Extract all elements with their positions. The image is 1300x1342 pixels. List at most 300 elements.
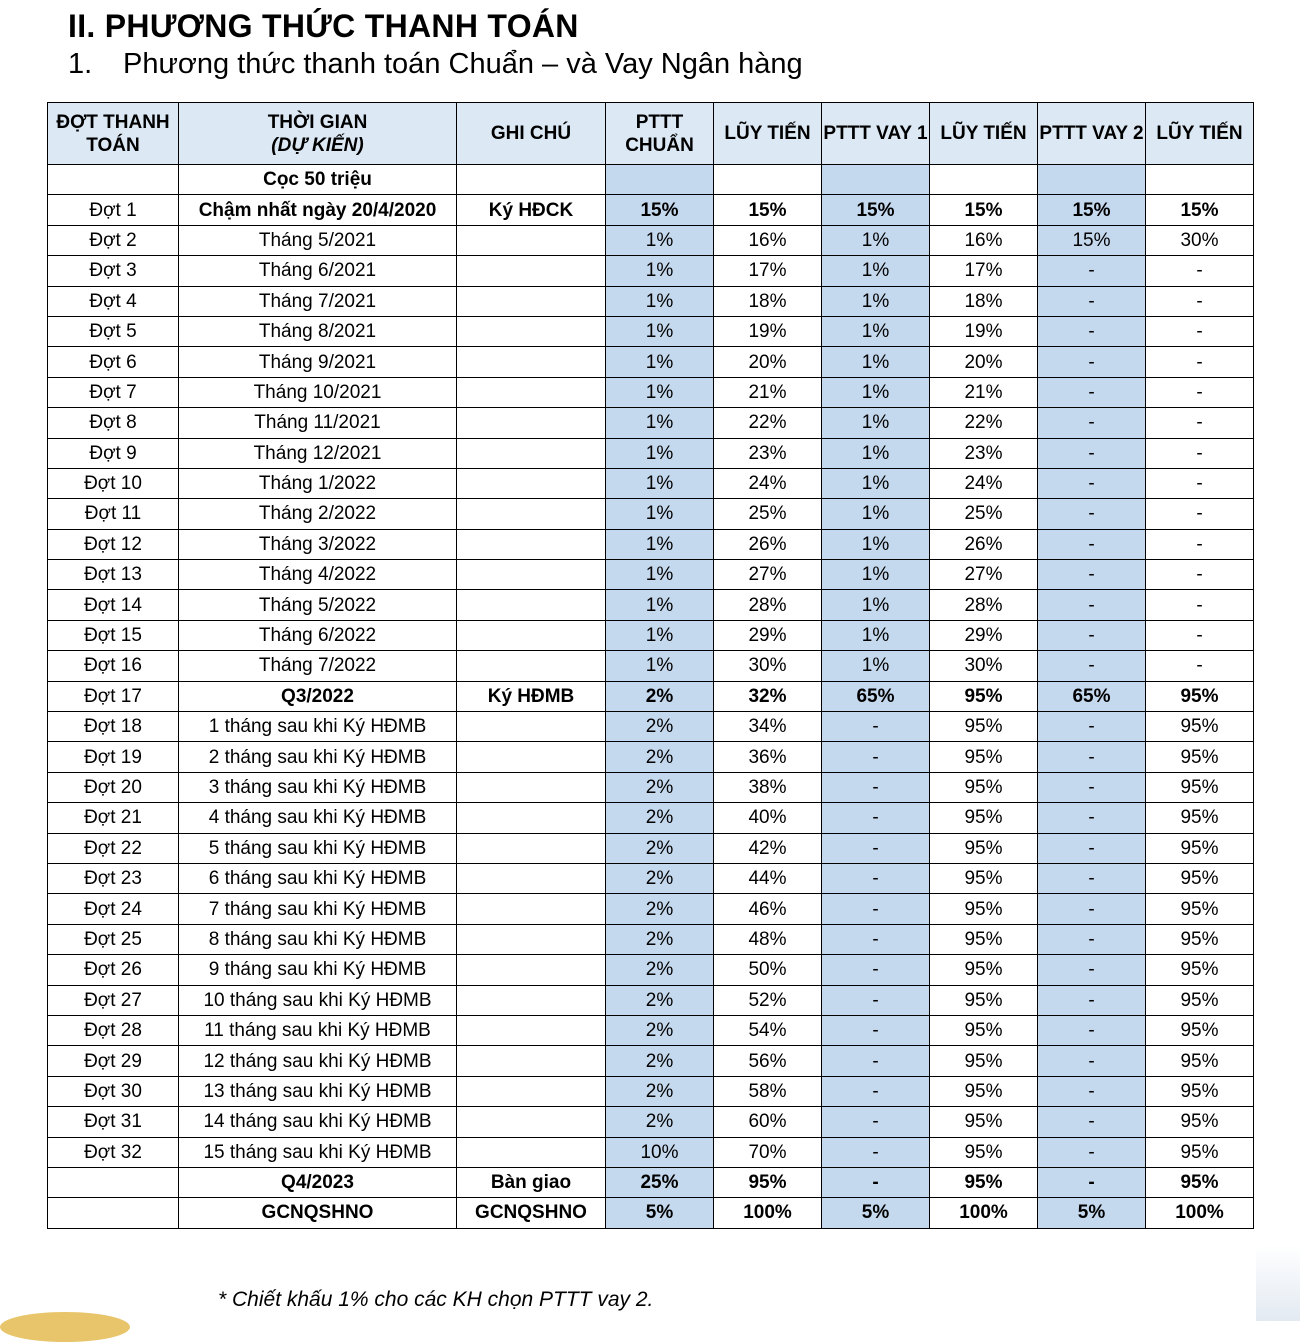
cell-dot: Đợt 7	[48, 377, 179, 407]
cell-luy-tien-1: 29%	[714, 620, 822, 650]
cell-note	[457, 347, 606, 377]
header-thoi-gian	[179, 103, 457, 165]
cell-note	[457, 924, 606, 954]
cell-pttt-chuan: 15%	[606, 195, 714, 225]
cell-pttt-chuan: 10%	[606, 1137, 714, 1167]
cell-pttt-vay1: -	[822, 1137, 930, 1167]
cell-dot: Đợt 25	[48, 924, 179, 954]
cell-note	[457, 377, 606, 407]
cell-pttt-vay2: -	[1038, 955, 1146, 985]
cell-luy-tien-1: 23%	[714, 438, 822, 468]
cell-note	[457, 772, 606, 802]
table-row	[48, 1167, 1254, 1197]
cell-dot: Đợt 24	[48, 894, 179, 924]
cell-pttt-vay2: 65%	[1038, 681, 1146, 711]
cell-luy-tien-2: 95%	[930, 863, 1038, 893]
cell-luy-tien-2: 95%	[930, 833, 1038, 863]
cell-luy-tien-1: 28%	[714, 590, 822, 620]
cell-luy-tien-3: -	[1146, 256, 1254, 286]
cell-time: 2 tháng sau khi Ký HĐMB	[179, 742, 457, 772]
cell-luy-tien-3: -	[1146, 438, 1254, 468]
cell-luy-tien-1: 40%	[714, 803, 822, 833]
cell-luy-tien-2: 22%	[930, 408, 1038, 438]
cell-time: 4 tháng sau khi Ký HĐMB	[179, 803, 457, 833]
cell-luy-tien-1: 24%	[714, 468, 822, 498]
cell-luy-tien-3: 95%	[1146, 833, 1254, 863]
cell-pttt-vay2: -	[1038, 286, 1146, 316]
cell-pttt-vay2: 15%	[1038, 195, 1146, 225]
cell-dot: Đợt 16	[48, 651, 179, 681]
cell-pttt-chuan: 2%	[606, 985, 714, 1015]
cell-dot: Đợt 22	[48, 833, 179, 863]
cell-time: Q4/2023	[179, 1167, 457, 1197]
table-row	[48, 408, 1254, 438]
cell-pttt-vay1: -	[822, 894, 930, 924]
cell-dot: Đợt 28	[48, 1015, 179, 1045]
cell-luy-tien-1: 52%	[714, 985, 822, 1015]
cell-pttt-vay2: -	[1038, 985, 1146, 1015]
cell-luy-tien-1: 30%	[714, 651, 822, 681]
cell-pttt-chuan: 25%	[606, 1167, 714, 1197]
cell-luy-tien-3: -	[1146, 347, 1254, 377]
cell-luy-tien-1: 50%	[714, 955, 822, 985]
cell-luy-tien-2: 20%	[930, 347, 1038, 377]
cell-pttt-vay1: 15%	[822, 195, 930, 225]
cell-luy-tien-2: 29%	[930, 620, 1038, 650]
table-row	[48, 1137, 1254, 1167]
table-row	[48, 651, 1254, 681]
cell-time: Tháng 12/2021	[179, 438, 457, 468]
cell-pttt-chuan: 1%	[606, 620, 714, 650]
cell-pttt-vay1: -	[822, 1076, 930, 1106]
cell-dot: Đợt 18	[48, 712, 179, 742]
cell-luy-tien-2: 95%	[930, 894, 1038, 924]
cell-dot: Đợt 19	[48, 742, 179, 772]
cell-time: Q3/2022	[179, 681, 457, 711]
table-row	[48, 1046, 1254, 1076]
payment-schedule-table	[47, 102, 1254, 1229]
footnote-discount: * Chiết khấu 1% cho các KH chọn PTTT vay 2.	[218, 1288, 654, 1311]
cell-note	[457, 712, 606, 742]
cell-luy-tien-3: 95%	[1146, 955, 1254, 985]
cell-luy-tien-3: -	[1146, 651, 1254, 681]
header-luy-tien-2: LŨY TIẾN	[930, 103, 1038, 165]
cell-luy-tien-2: 95%	[930, 772, 1038, 802]
cell-luy-tien-3: 95%	[1146, 742, 1254, 772]
table-row	[48, 1107, 1254, 1137]
cell-luy-tien-2: 95%	[930, 1015, 1038, 1045]
table-row	[48, 1198, 1254, 1228]
cell-time: Tháng 1/2022	[179, 468, 457, 498]
cell-dot: Đợt 15	[48, 620, 179, 650]
table-header-row	[48, 103, 1254, 165]
cell-luy-tien-2: 95%	[930, 1107, 1038, 1137]
cell-luy-tien-2: 27%	[930, 560, 1038, 590]
cell-luy-tien-3: -	[1146, 468, 1254, 498]
cell-pttt-vay1: -	[822, 1046, 930, 1076]
cell-pttt-vay2: -	[1038, 833, 1146, 863]
cell-time: 8 tháng sau khi Ký HĐMB	[179, 924, 457, 954]
table-row	[48, 438, 1254, 468]
header-dot: ĐỢT THANH TOÁN	[48, 103, 179, 165]
cell-pttt-chuan: 5%	[606, 1198, 714, 1228]
cell-pttt-vay1: -	[822, 742, 930, 772]
subheading-text: Phương thức thanh toán Chuẩn – và Vay Ngân hàng	[123, 48, 803, 80]
cell-luy-tien-3: -	[1146, 286, 1254, 316]
cell-pttt-vay1: -	[822, 712, 930, 742]
decorative-shape-left	[0, 1312, 130, 1342]
cell-luy-tien-1: 44%	[714, 863, 822, 893]
cell-dot: Đợt 11	[48, 499, 179, 529]
table-row	[48, 286, 1254, 316]
cell-pttt-vay2: -	[1038, 1015, 1146, 1045]
cell-luy-tien-1: 60%	[714, 1107, 822, 1137]
table-row	[48, 529, 1254, 559]
cell-luy-tien-3: -	[1146, 529, 1254, 559]
cell-dot-empty	[48, 165, 179, 195]
cell-luy-tien-2: 95%	[930, 712, 1038, 742]
cell-time: 6 tháng sau khi Ký HĐMB	[179, 863, 457, 893]
cell-dot: Đợt 30	[48, 1076, 179, 1106]
cell-time: Tháng 11/2021	[179, 408, 457, 438]
cell-empty-blue	[822, 165, 930, 195]
cell-pttt-vay1: 1%	[822, 590, 930, 620]
cell-time: Tháng 6/2021	[179, 256, 457, 286]
cell-time: 10 tháng sau khi Ký HĐMB	[179, 985, 457, 1015]
cell-pttt-chuan: 1%	[606, 468, 714, 498]
cell-pttt-chuan: 2%	[606, 712, 714, 742]
cell-pttt-vay2: -	[1038, 347, 1146, 377]
cell-luy-tien-2: 95%	[930, 955, 1038, 985]
cell-time: 14 tháng sau khi Ký HĐMB	[179, 1107, 457, 1137]
cell-pttt-chuan: 1%	[606, 560, 714, 590]
header-luy-tien-1: LŨY TIẾN	[714, 103, 822, 165]
cell-pttt-vay1: 65%	[822, 681, 930, 711]
table-row	[48, 256, 1254, 286]
cell-luy-tien-2: 25%	[930, 499, 1038, 529]
cell-time: Tháng 7/2021	[179, 286, 457, 316]
cell-pttt-vay1: -	[822, 833, 930, 863]
cell-note	[457, 1076, 606, 1106]
cell-pttt-vay2: -	[1038, 803, 1146, 833]
cell-pttt-vay1: 1%	[822, 499, 930, 529]
cell-note	[457, 499, 606, 529]
cell-dot: Đợt 10	[48, 468, 179, 498]
cell-note	[457, 620, 606, 650]
cell-pttt-vay1: -	[822, 955, 930, 985]
cell-pttt-vay1: 1%	[822, 560, 930, 590]
cell-luy-tien-1: 32%	[714, 681, 822, 711]
cell-time: 7 tháng sau khi Ký HĐMB	[179, 894, 457, 924]
cell-pttt-chuan: 2%	[606, 894, 714, 924]
cell-pttt-vay1: -	[822, 924, 930, 954]
cell-luy-tien-2: 95%	[930, 924, 1038, 954]
cell-luy-tien-2: 30%	[930, 651, 1038, 681]
cell-pttt-vay2: -	[1038, 742, 1146, 772]
table-row-dot-1	[48, 195, 1254, 225]
cell-time: 9 tháng sau khi Ký HĐMB	[179, 955, 457, 985]
cell-luy-tien-3: 95%	[1146, 1107, 1254, 1137]
cell-dot: Đợt 13	[48, 560, 179, 590]
cell-dot: Đợt 31	[48, 1107, 179, 1137]
cell-dot: Đợt 32	[48, 1137, 179, 1167]
cell-luy-tien-1: 70%	[714, 1137, 822, 1167]
cell-pttt-vay1: 1%	[822, 529, 930, 559]
cell-pttt-chuan: 1%	[606, 651, 714, 681]
header-thoi-gian-label: THỜI GIAN	[267, 111, 368, 133]
cell-luy-tien-2: 95%	[930, 681, 1038, 711]
cell-note-empty	[457, 165, 606, 195]
cell-luy-tien-1: 95%	[714, 1167, 822, 1197]
cell-note	[457, 590, 606, 620]
cell-dot: Đợt 12	[48, 529, 179, 559]
cell-dot: Đợt 20	[48, 772, 179, 802]
table-row	[48, 1076, 1254, 1106]
cell-pttt-chuan: 1%	[606, 377, 714, 407]
cell-pttt-vay1: -	[822, 772, 930, 802]
cell-luy-tien-1: 48%	[714, 924, 822, 954]
cell-pttt-vay1: 1%	[822, 347, 930, 377]
cell-pttt-vay2: -	[1038, 529, 1146, 559]
cell-dot	[48, 1198, 179, 1228]
header-pttt-vay2: PTTT VAY 2	[1038, 103, 1146, 165]
cell-luy-tien-1: 27%	[714, 560, 822, 590]
table-row	[48, 894, 1254, 924]
cell-pttt-vay1: -	[822, 1015, 930, 1045]
cell-time-deposit: Cọc 50 triệu	[179, 165, 457, 195]
cell-note	[457, 833, 606, 863]
table-row	[48, 712, 1254, 742]
cell-pttt-chuan: 2%	[606, 955, 714, 985]
cell-pttt-chuan: 2%	[606, 1076, 714, 1106]
table-row	[48, 590, 1254, 620]
table-row	[48, 681, 1254, 711]
cell-note	[457, 1137, 606, 1167]
cell-pttt-vay2: -	[1038, 316, 1146, 346]
cell-luy-tien-3: 95%	[1146, 1015, 1254, 1045]
cell-luy-tien-1: 46%	[714, 894, 822, 924]
cell-luy-tien-1: 18%	[714, 286, 822, 316]
cell-pttt-chuan: 1%	[606, 408, 714, 438]
cell-note	[457, 1107, 606, 1137]
cell-pttt-chuan: 2%	[606, 803, 714, 833]
cell-dot: Đợt 26	[48, 955, 179, 985]
cell-luy-tien-3: -	[1146, 620, 1254, 650]
cell-luy-tien-1: 56%	[714, 1046, 822, 1076]
cell-time: Tháng 5/2022	[179, 590, 457, 620]
table-row	[48, 924, 1254, 954]
cell-pttt-vay1: 5%	[822, 1198, 930, 1228]
cell-dot: Đợt 27	[48, 985, 179, 1015]
cell-luy-tien-2: 19%	[930, 316, 1038, 346]
cell-pttt-vay2: -	[1038, 408, 1146, 438]
decorative-logo-right	[1256, 1245, 1300, 1321]
cell-note	[457, 742, 606, 772]
cell-luy-tien-1: 15%	[714, 195, 822, 225]
cell-luy-tien-2: 15%	[930, 195, 1038, 225]
cell-luy-tien-3: 15%	[1146, 195, 1254, 225]
cell-luy-tien-1: 42%	[714, 833, 822, 863]
cell-luy-tien-1: 16%	[714, 225, 822, 255]
cell-luy-tien-1: 22%	[714, 408, 822, 438]
cell-pttt-chuan: 2%	[606, 1015, 714, 1045]
cell-luy-tien-2: 95%	[930, 742, 1038, 772]
cell-luy-tien-3: -	[1146, 377, 1254, 407]
cell-note	[457, 560, 606, 590]
cell-pttt-vay2: -	[1038, 377, 1146, 407]
table-row	[48, 468, 1254, 498]
cell-pttt-vay2: -	[1038, 1076, 1146, 1106]
cell-note	[457, 529, 606, 559]
cell-time: Tháng 7/2022	[179, 651, 457, 681]
table-row	[48, 499, 1254, 529]
cell-luy-tien-3: -	[1146, 316, 1254, 346]
cell-luy-tien-2: 95%	[930, 1167, 1038, 1197]
cell-pttt-vay2: -	[1038, 1137, 1146, 1167]
cell-pttt-vay1: 1%	[822, 256, 930, 286]
cell-luy-tien-1: 25%	[714, 499, 822, 529]
cell-luy-tien-2: 16%	[930, 225, 1038, 255]
cell-luy-tien-2: 18%	[930, 286, 1038, 316]
cell-pttt-vay2: -	[1038, 1107, 1146, 1137]
cell-luy-tien-3: 95%	[1146, 1137, 1254, 1167]
cell-luy-tien-3: 95%	[1146, 803, 1254, 833]
cell-pttt-vay1: 1%	[822, 468, 930, 498]
cell-luy-tien-3: 95%	[1146, 863, 1254, 893]
cell-pttt-vay1: -	[822, 985, 930, 1015]
cell-pttt-chuan: 2%	[606, 863, 714, 893]
cell-empty-blue	[606, 165, 714, 195]
table-row	[48, 985, 1254, 1015]
cell-time: Tháng 6/2022	[179, 620, 457, 650]
table-row-dot-1-top	[48, 165, 1254, 195]
table-row	[48, 1015, 1254, 1045]
cell-dot: Đợt 23	[48, 863, 179, 893]
cell-luy-tien-2: 23%	[930, 438, 1038, 468]
cell-note: Bàn giao	[457, 1167, 606, 1197]
cell-dot: Đợt 17	[48, 681, 179, 711]
cell-note: Ký HĐCK	[457, 195, 606, 225]
cell-luy-tien-2: 28%	[930, 590, 1038, 620]
cell-note	[457, 256, 606, 286]
cell-time: 5 tháng sau khi Ký HĐMB	[179, 833, 457, 863]
cell-time: Tháng 2/2022	[179, 499, 457, 529]
cell-note	[457, 438, 606, 468]
cell-time: 15 tháng sau khi Ký HĐMB	[179, 1137, 457, 1167]
cell-dot: Đợt 2	[48, 225, 179, 255]
cell-note	[457, 985, 606, 1015]
cell-luy-tien-3: 95%	[1146, 712, 1254, 742]
cell-pttt-vay2: -	[1038, 772, 1146, 802]
cell-luy-tien-2: 95%	[930, 985, 1038, 1015]
cell-dot: Đợt 4	[48, 286, 179, 316]
cell-note: GCNQSHNO	[457, 1198, 606, 1228]
cell-luy-tien-1: 54%	[714, 1015, 822, 1045]
cell-empty	[930, 165, 1038, 195]
cell-pttt-chuan: 2%	[606, 833, 714, 863]
cell-note	[457, 316, 606, 346]
cell-pttt-vay2: -	[1038, 256, 1146, 286]
cell-pttt-vay1: -	[822, 863, 930, 893]
table-row	[48, 347, 1254, 377]
cell-note	[457, 894, 606, 924]
cell-note	[457, 651, 606, 681]
cell-pttt-chuan: 1%	[606, 347, 714, 377]
cell-pttt-chuan: 1%	[606, 286, 714, 316]
cell-pttt-chuan: 1%	[606, 225, 714, 255]
cell-luy-tien-3: -	[1146, 560, 1254, 590]
cell-dot: Đợt 21	[48, 803, 179, 833]
subheading-number: 1.	[68, 48, 93, 80]
cell-pttt-chuan: 1%	[606, 316, 714, 346]
table-row	[48, 225, 1254, 255]
cell-pttt-chuan: 1%	[606, 499, 714, 529]
table-row	[48, 772, 1254, 802]
cell-dot: Đợt 6	[48, 347, 179, 377]
cell-time: Tháng 9/2021	[179, 347, 457, 377]
cell-note	[457, 225, 606, 255]
cell-time: 12 tháng sau khi Ký HĐMB	[179, 1046, 457, 1076]
cell-pttt-vay2: -	[1038, 620, 1146, 650]
cell-pttt-chuan: 1%	[606, 529, 714, 559]
cell-luy-tien-3: 95%	[1146, 772, 1254, 802]
cell-pttt-vay1: 1%	[822, 377, 930, 407]
cell-note	[457, 1015, 606, 1045]
cell-pttt-vay1: 1%	[822, 225, 930, 255]
cell-time: Tháng 4/2022	[179, 560, 457, 590]
cell-luy-tien-1: 20%	[714, 347, 822, 377]
cell-pttt-vay1: -	[822, 1167, 930, 1197]
cell-time: 1 tháng sau khi Ký HĐMB	[179, 712, 457, 742]
cell-luy-tien-1: 100%	[714, 1198, 822, 1228]
cell-pttt-vay1: 1%	[822, 651, 930, 681]
cell-time: 11 tháng sau khi Ký HĐMB	[179, 1015, 457, 1045]
cell-note	[457, 1046, 606, 1076]
section-heading: II. PHƯƠNG THỨC THANH TOÁN	[68, 8, 579, 44]
cell-pttt-vay1: 1%	[822, 286, 930, 316]
cell-pttt-vay2: -	[1038, 438, 1146, 468]
cell-pttt-vay2: -	[1038, 590, 1146, 620]
table-row	[48, 955, 1254, 985]
cell-pttt-vay2: -	[1038, 468, 1146, 498]
cell-luy-tien-2: 95%	[930, 1137, 1038, 1167]
cell-time: 3 tháng sau khi Ký HĐMB	[179, 772, 457, 802]
header-ghi-chu: GHI CHÚ	[457, 103, 606, 165]
cell-note	[457, 803, 606, 833]
cell-luy-tien-3: 95%	[1146, 1046, 1254, 1076]
cell-luy-tien-3: 95%	[1146, 894, 1254, 924]
cell-pttt-vay2: 15%	[1038, 225, 1146, 255]
cell-luy-tien-3: 95%	[1146, 924, 1254, 954]
cell-pttt-vay2: -	[1038, 1046, 1146, 1076]
cell-dot: Đợt 29	[48, 1046, 179, 1076]
cell-empty-blue	[1038, 165, 1146, 195]
cell-luy-tien-3: 100%	[1146, 1198, 1254, 1228]
cell-note	[457, 286, 606, 316]
cell-luy-tien-3: 95%	[1146, 681, 1254, 711]
cell-dot: Đợt 5	[48, 316, 179, 346]
cell-time: Tháng 10/2021	[179, 377, 457, 407]
cell-luy-tien-2: 21%	[930, 377, 1038, 407]
cell-time: Tháng 3/2022	[179, 529, 457, 559]
cell-pttt-chuan: 2%	[606, 1107, 714, 1137]
cell-luy-tien-3: 95%	[1146, 1076, 1254, 1106]
cell-dot: Đợt 14	[48, 590, 179, 620]
table-row	[48, 620, 1254, 650]
cell-pttt-vay1: 1%	[822, 316, 930, 346]
cell-luy-tien-1: 38%	[714, 772, 822, 802]
cell-time: Tháng 5/2021	[179, 225, 457, 255]
